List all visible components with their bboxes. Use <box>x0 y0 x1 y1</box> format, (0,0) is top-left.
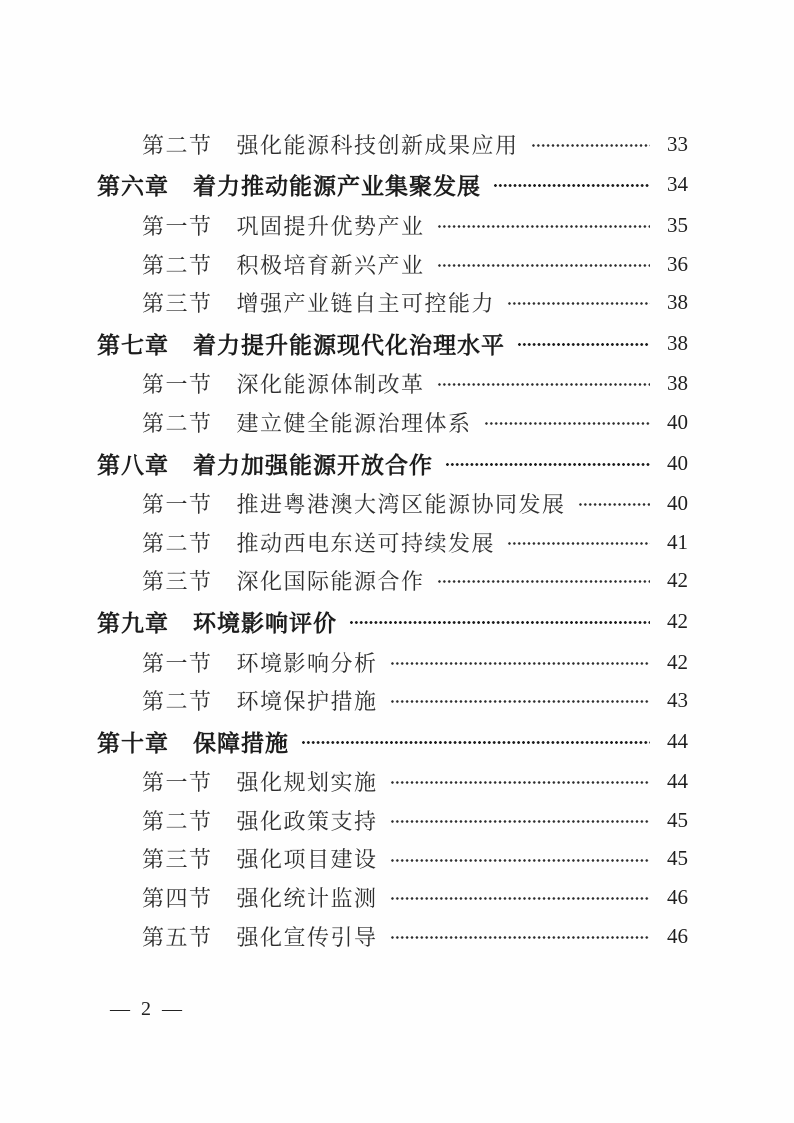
dot-leader <box>390 681 650 720</box>
toc-entry-title: 强化宣传引导 <box>236 924 378 950</box>
toc-entry-label: 第六章 <box>97 173 169 200</box>
toc-entry-label: 第四节 <box>142 886 213 912</box>
toc-entry-page-number: 45 <box>667 846 688 871</box>
toc-entry <box>97 917 688 956</box>
toc-entry <box>97 801 688 840</box>
dot-leader <box>517 324 650 363</box>
toc-entry-page-number: 46 <box>667 923 688 948</box>
toc-entry-label: 第十章 <box>97 729 169 756</box>
toc-entry <box>97 681 688 720</box>
toc-entry <box>97 403 688 442</box>
toc-entry-label: 第一节 <box>142 770 213 796</box>
toc-entry-label: 第八章 <box>97 451 169 478</box>
toc-entry-page-number: 44 <box>667 769 688 794</box>
toc-entry-label: 第二节 <box>142 530 213 556</box>
dot-leader <box>578 484 650 523</box>
toc-entry-title: 保障措施 <box>193 729 289 756</box>
toc-entry-title: 强化能源科技创新成果应用 <box>236 132 519 158</box>
toc-entry-label: 第一节 <box>142 372 213 398</box>
toc-entry-title: 环境保护措施 <box>236 689 378 715</box>
toc-entry <box>97 602 688 641</box>
dot-leader <box>493 166 650 205</box>
toc-entry-label: 第二节 <box>142 410 213 436</box>
toc-entry-title: 环境影响评价 <box>193 609 337 636</box>
toc-entry-title: 增强产业链自主可控能力 <box>236 291 496 317</box>
toc-entry-page-number: 43 <box>667 688 688 713</box>
toc-entry <box>97 840 688 879</box>
toc-entry <box>97 365 688 404</box>
toc-entry-title: 着力推动能源产业集聚发展 <box>193 173 481 200</box>
dot-leader <box>437 562 650 601</box>
table-of-contents <box>97 125 688 955</box>
toc-entry-page-number: 40 <box>667 491 688 516</box>
toc-entry-title: 深化国际能源合作 <box>236 569 425 595</box>
dot-leader <box>390 643 650 682</box>
toc-entry-label: 第二节 <box>142 689 213 715</box>
toc-entry-title: 推动西电东送可持续发展 <box>236 530 496 556</box>
dot-leader <box>445 444 650 483</box>
toc-entry <box>97 878 688 917</box>
dot-leader <box>390 763 650 802</box>
toc-entry <box>97 444 688 483</box>
toc-entry-page-number: 42 <box>667 649 688 674</box>
toc-entry <box>97 562 688 601</box>
toc-entry <box>97 763 688 802</box>
toc-entry-label: 第七章 <box>97 331 169 358</box>
toc-entry-title: 推进粤港澳大湾区能源协同发展 <box>236 492 566 518</box>
toc-entry <box>97 643 688 682</box>
toc-entry-title: 深化能源体制改革 <box>236 372 425 398</box>
toc-entry-label: 第九章 <box>97 609 169 636</box>
toc-entry-page-number: 36 <box>667 251 688 276</box>
toc-entry-label: 第一节 <box>142 492 213 518</box>
toc-entry-page-number: 34 <box>667 172 688 197</box>
dot-leader <box>507 283 650 322</box>
dot-leader <box>437 206 650 245</box>
toc-entry-title: 着力加强能源开放合作 <box>193 451 433 478</box>
toc-entry-title: 环境影响分析 <box>236 650 378 676</box>
dot-leader <box>531 125 650 164</box>
toc-entry <box>97 125 688 164</box>
toc-entry-page-number: 38 <box>667 330 688 355</box>
toc-entry-page-number: 35 <box>667 212 688 237</box>
page-number-footer: — 2 — <box>110 998 185 1020</box>
toc-entry-title: 强化项目建设 <box>236 847 378 873</box>
toc-entry-label: 第一节 <box>142 213 213 239</box>
toc-entry-page-number: 42 <box>667 608 688 633</box>
dot-leader <box>349 602 650 641</box>
toc-entry-page-number: 42 <box>667 568 688 593</box>
dot-leader <box>390 840 650 879</box>
toc-entry-page-number: 41 <box>667 529 688 554</box>
dot-leader <box>484 403 650 442</box>
toc-entry <box>97 283 688 322</box>
dot-leader <box>507 523 650 562</box>
toc-entry-page-number: 33 <box>667 131 688 156</box>
toc-entry-title: 强化政策支持 <box>236 808 378 834</box>
toc-entry-page-number: 46 <box>667 885 688 910</box>
toc-entry-title: 着力提升能源现代化治理水平 <box>193 331 505 358</box>
dot-leader <box>437 245 650 284</box>
toc-entry-title: 建立健全能源治理体系 <box>236 410 472 436</box>
toc-entry <box>97 324 688 363</box>
toc-entry-title: 巩固提升优势产业 <box>236 213 425 239</box>
toc-entry <box>97 722 688 761</box>
dot-leader <box>390 917 650 956</box>
toc-entry <box>97 484 688 523</box>
toc-entry <box>97 523 688 562</box>
toc-entry <box>97 245 688 284</box>
toc-entry-label: 第一节 <box>142 650 213 676</box>
toc-entry-title: 强化规划实施 <box>236 770 378 796</box>
toc-entry-page-number: 38 <box>667 371 688 396</box>
toc-entry-title: 积极培育新兴产业 <box>236 252 425 278</box>
toc-entry-label: 第三节 <box>142 847 213 873</box>
toc-entry-page-number: 44 <box>667 728 688 753</box>
toc-entry-label: 第五节 <box>142 924 213 950</box>
toc-entry-label: 第二节 <box>142 252 213 278</box>
dot-leader <box>301 722 650 761</box>
toc-entry <box>97 166 688 205</box>
toc-entry-page-number: 40 <box>667 409 688 434</box>
toc-entry-label: 第二节 <box>142 132 213 158</box>
toc-entry <box>97 206 688 245</box>
toc-entry-label: 第二节 <box>142 808 213 834</box>
toc-entry-label: 第三节 <box>142 291 213 317</box>
toc-entry-label: 第三节 <box>142 569 213 595</box>
toc-entry-page-number: 38 <box>667 290 688 315</box>
dot-leader <box>437 365 650 404</box>
dot-leader <box>390 801 650 840</box>
toc-entry-page-number: 45 <box>667 807 688 832</box>
toc-entry-page-number: 40 <box>667 450 688 475</box>
toc-entry-title: 强化统计监测 <box>236 886 378 912</box>
dot-leader <box>390 878 650 917</box>
